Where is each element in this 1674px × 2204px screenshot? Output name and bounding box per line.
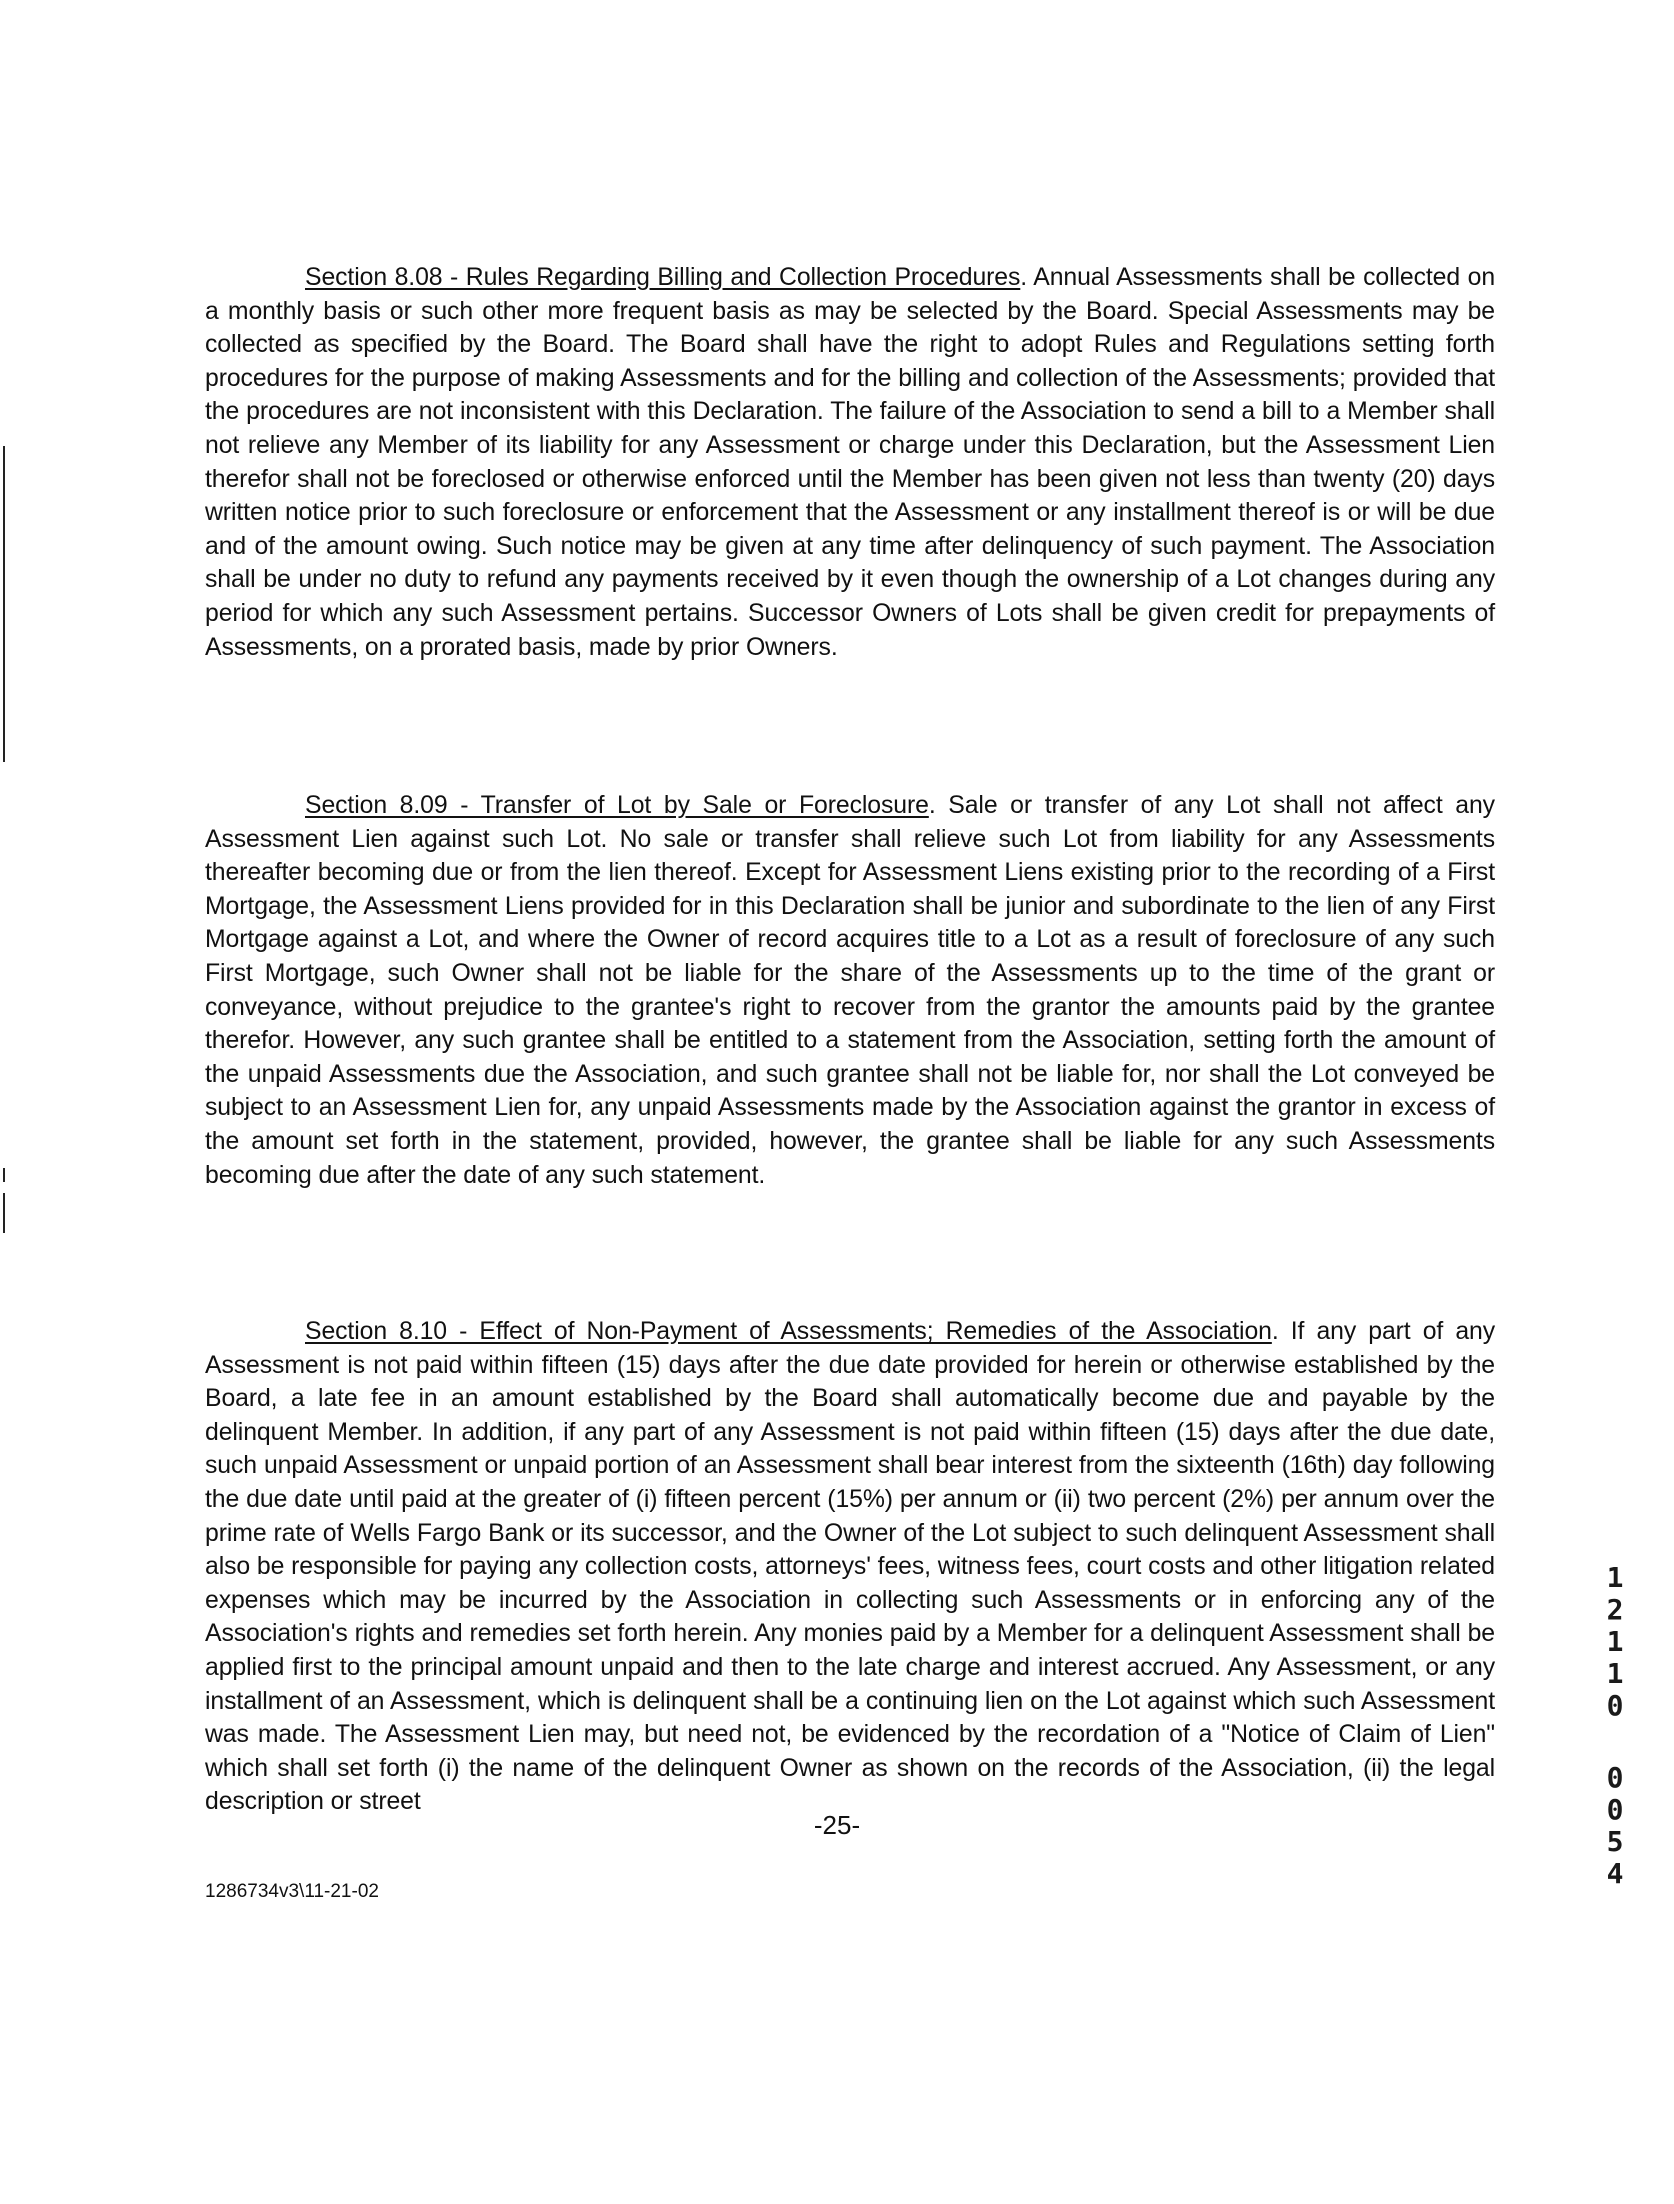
stamp-gap — [1595, 1722, 1635, 1762]
stamp-digit: 2 — [1606, 1593, 1624, 1626]
stamp-digit: 0 — [1606, 1793, 1624, 1826]
section-heading: Section 8.08 - Rules Regarding Billing and Collection Procedures — [305, 264, 1021, 291]
document-id: 1286734v3\11-21-02 — [205, 1881, 379, 1902]
stamp-digit: 1 — [1606, 1625, 1624, 1658]
section-8-10 — [205, 1315, 1495, 1819]
revision-bar — [3, 1168, 5, 1182]
revision-bar — [3, 1193, 5, 1233]
section-body: . If any part of any Assessment is not paid within fifteen (15) days after the due date provided for herein or otherwise established by the Board, a late fee in an amount established by the Board shall automatically become due and payable by the delinquent Member. In addition, if any part of any Assessment is not paid within fifteen (15) days after the due date, such unpaid Assessment or unpaid portion of an Assessment shall bear interest from the sixteenth (16th) day following the due date until paid at the greater of (i) fifteen percent (15%) per annum or (ii) two percent (2%) per annum over the prime rate of Wells Fargo Bank or its successor, and the Owner of the Lot subject to such delinquent Assessment shall also be responsible for paying any collection costs, attorneys' fees, witness fees, court costs and other litigation related expenses which may be incurred by the Association in collecting such Assessments or in enforcing any of the Association's rights and remedies set forth herein. Any monies paid by a Member for a delinquent Assessment shall be applied first to the principal amount unpaid and then to the late charge and interest accrued. Any Assessment, or any installment of an Assessment, which is delinquent shall be a continuing lien on the Lot against which such Assessment was made. The Assessment Lien may, but need not, be evidenced by the recordation of a "Notice of Claim of Lien" which shall set forth (i) the name of the delinquent Owner as shown on the records of the Association, (ii) the legal description or street — [205, 1318, 1495, 1816]
section-8-09 — [205, 789, 1495, 1192]
section-heading: Section 8.10 - Effect of Non-Payment of Assessments; Remedies of the Association — [305, 1318, 1272, 1345]
section-body: . Sale or transfer of any Lot shall not affect any Assessment Lien against such Lot. No sale or transfer shall relieve such Lot from liability for any Assessments thereafter becoming due or from the lien thereof. Except for Assessment Liens existing prior to the recording of a First Mortgage, the Assessment Liens provided for in this Declaration shall be junior and subordinate to the lien of any First Mortgage against a Lot, and where the Owner of record acquires title to a Lot as a result of foreclosure of any such First Mortgage, such Owner shall not be liable for the share of the Assessments up to the time of the grant or conveyance, without prejudice to the grantee's right to recover from the grantor the amounts paid by the grantee therefor. However, any such grantee shall be entitled to a statement from the Association, setting forth the amount of the unpaid Assessments due the Association, and such grantee shall not be liable for, nor shall the Lot conveyed be subject to an Assessment Lien for, any unpaid Assessments made by the Association against the grantor in excess of the amount set forth in the statement, provided, however, the grantee shall be liable for any such Assessments becoming due after the date of any such statement. — [205, 792, 1495, 1189]
stamp-digit: 0 — [1606, 1761, 1624, 1794]
stamp-digit: 4 — [1606, 1857, 1624, 1890]
stamp-digit: 5 — [1606, 1825, 1624, 1858]
stamp-digit: 1 — [1606, 1657, 1624, 1690]
stamp-digit: 1 — [1606, 1561, 1624, 1594]
section-heading: Section 8.09 - Transfer of Lot by Sale or Foreclosure — [305, 792, 929, 819]
page-number: -25- — [813, 1810, 861, 1840]
stamp-digit: 0 — [1606, 1689, 1624, 1722]
section-body: . Annual Assessments shall be collected on a monthly basis or such other more frequent basis as may be selected by the Board. Special Assessments may be collected as specified by the Board. The Board shall have the right to adopt Rules and Regulations setting forth procedures for the purpose of making Assessments and for the billing and collection of the Assessments; provided that the procedures are not inconsistent with this Declaration. The failure of the Association to send a bill to a Member shall not relieve any Member of its liability for any Assessment or charge under this Declaration, but the Assessment Lien therefor shall not be foreclosed or otherwise enforced until the Member has been given not less than twenty (20) days written notice prior to such foreclosure or enforcement that the Assessment or any installment thereof is or will be due and of the amount owing. Such notice may be given at any time after delinquency of such payment. The Association shall be under no duty to refund any payments received by it even though the ownership of a Lot changes during any period for which any such Assessment pertains. Successor Owners of Lots shall be given credit for prepayments of Assessments, on a prorated basis, made by prior Owners. — [205, 264, 1496, 661]
section-8-08 — [205, 261, 1495, 664]
revision-bar — [3, 446, 5, 762]
